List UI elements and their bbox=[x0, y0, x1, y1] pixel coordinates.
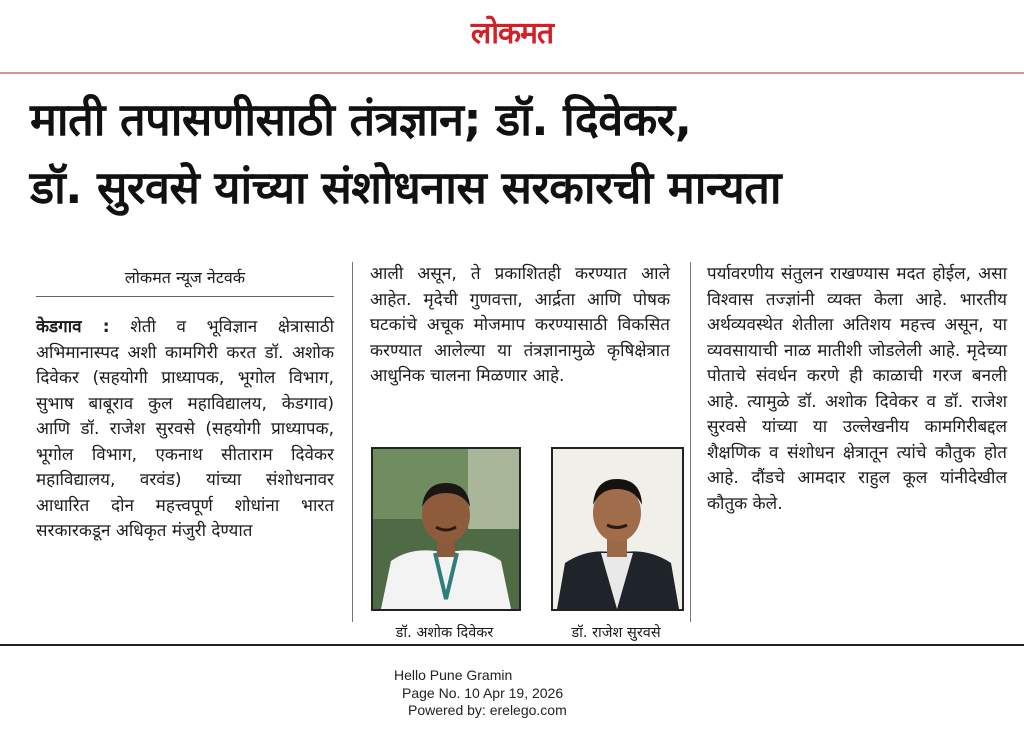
article-column-1 bbox=[36, 262, 334, 545]
masthead-logo bbox=[0, 14, 1024, 54]
column-1-body: शेती व भूविज्ञान क्षेत्रासाठी अभिमानास्पद अशी कामगिरी करत डॉ. अशोक दिवेकर (सहयोगी प्राध्यापक, भूगोल विभाग, सुभाष बाबूराव कुल महाविद्यालय, केडगाव) आणि डॉ. राजेश सुरवसे (सहयोगी प्राध्यापक, भूगोल विभाग, एकनाथ सीताराम दिवेकर महाविद्यालय, वरवंड) यांच्या संशोधनावर आधारित दोन महत्त्वपूर्ण शोधांना भारत सरकारकडून अधिकृत मंजुरी देण्यात bbox=[36, 317, 335, 541]
article-column-3 bbox=[707, 262, 1007, 517]
masthead-logo-text: लोकमत bbox=[470, 16, 554, 51]
headline-line-1: माती तपासणीसाठी तंत्रज्ञान; डॉ. दिवेकर, bbox=[30, 93, 692, 146]
footer-powered-by: Powered by: erelego.com bbox=[408, 702, 567, 718]
photo-caption-1: डॉ. अशोक दिवेकर bbox=[395, 625, 494, 641]
byline: लोकमत न्यूज नेटवर्क bbox=[36, 262, 334, 297]
footer-edition: Hello Pune Gramin bbox=[394, 667, 513, 683]
photo-caption-2: डॉ. राजेश सुरवसे bbox=[571, 625, 661, 641]
footer-divider bbox=[0, 644, 1024, 646]
column-separator bbox=[352, 262, 353, 622]
article-column-2 bbox=[370, 262, 670, 390]
masthead-divider bbox=[0, 72, 1024, 74]
column-separator bbox=[690, 262, 691, 622]
portrait-image bbox=[373, 449, 519, 609]
portrait-image bbox=[553, 449, 682, 609]
article-headline bbox=[30, 86, 1005, 222]
footer-page-date: Page No. 10 Apr 19, 2026 bbox=[402, 684, 564, 701]
photo-rajesh-suravase bbox=[551, 447, 684, 611]
column-1-text bbox=[36, 315, 334, 545]
headline-line-2: डॉ. सुरवसे यांच्या संशोधनास सरकारची मान्यता bbox=[30, 161, 782, 214]
photo-ashok-divekar bbox=[371, 447, 521, 611]
source-footer bbox=[380, 667, 620, 720]
dateline: केडगाव : bbox=[36, 317, 110, 337]
column-3-body: पर्यावरणीय संतुलन राखण्यास मदत होईल, असा विश्वास तज्ज्ञांनी व्यक्त केला आहे. भारतीय अर्थव्यवस्थेत शेतीला अतिशय महत्त्व असून, या व्यवसायाची नाळ मातीशी जोडलेली आहे. मृदेच्या पोताचे संवर्धन करणे ही काळाची गरज बनली आहे. त्यामुळे डॉ. अशोक दिवेकर व डॉ. राजेश सुरवसे यांच्या या उल्लेखनीय कामगिरीबद्दल शैक्षणिक व संशोधन क्षेत्रातून त्यांचे कौतुक होत आहे. दौंडचे आमदार राहुल कूल यांनीदेखील कौतुक केले. bbox=[707, 264, 1007, 514]
column-2-body: आली असून, ते प्रकाशितही करण्यात आले आहेत. मृदेची गुणवत्ता, आर्द्रता आणि पोषक घटकांचे अचूक मोजमाप करण्यासाठी विकसित करण्यात आलेल्या या तंत्रज्ञानामुळे कृषिक्षेत्रात आधुनिक चालना मिळणार आहे. bbox=[370, 264, 670, 386]
